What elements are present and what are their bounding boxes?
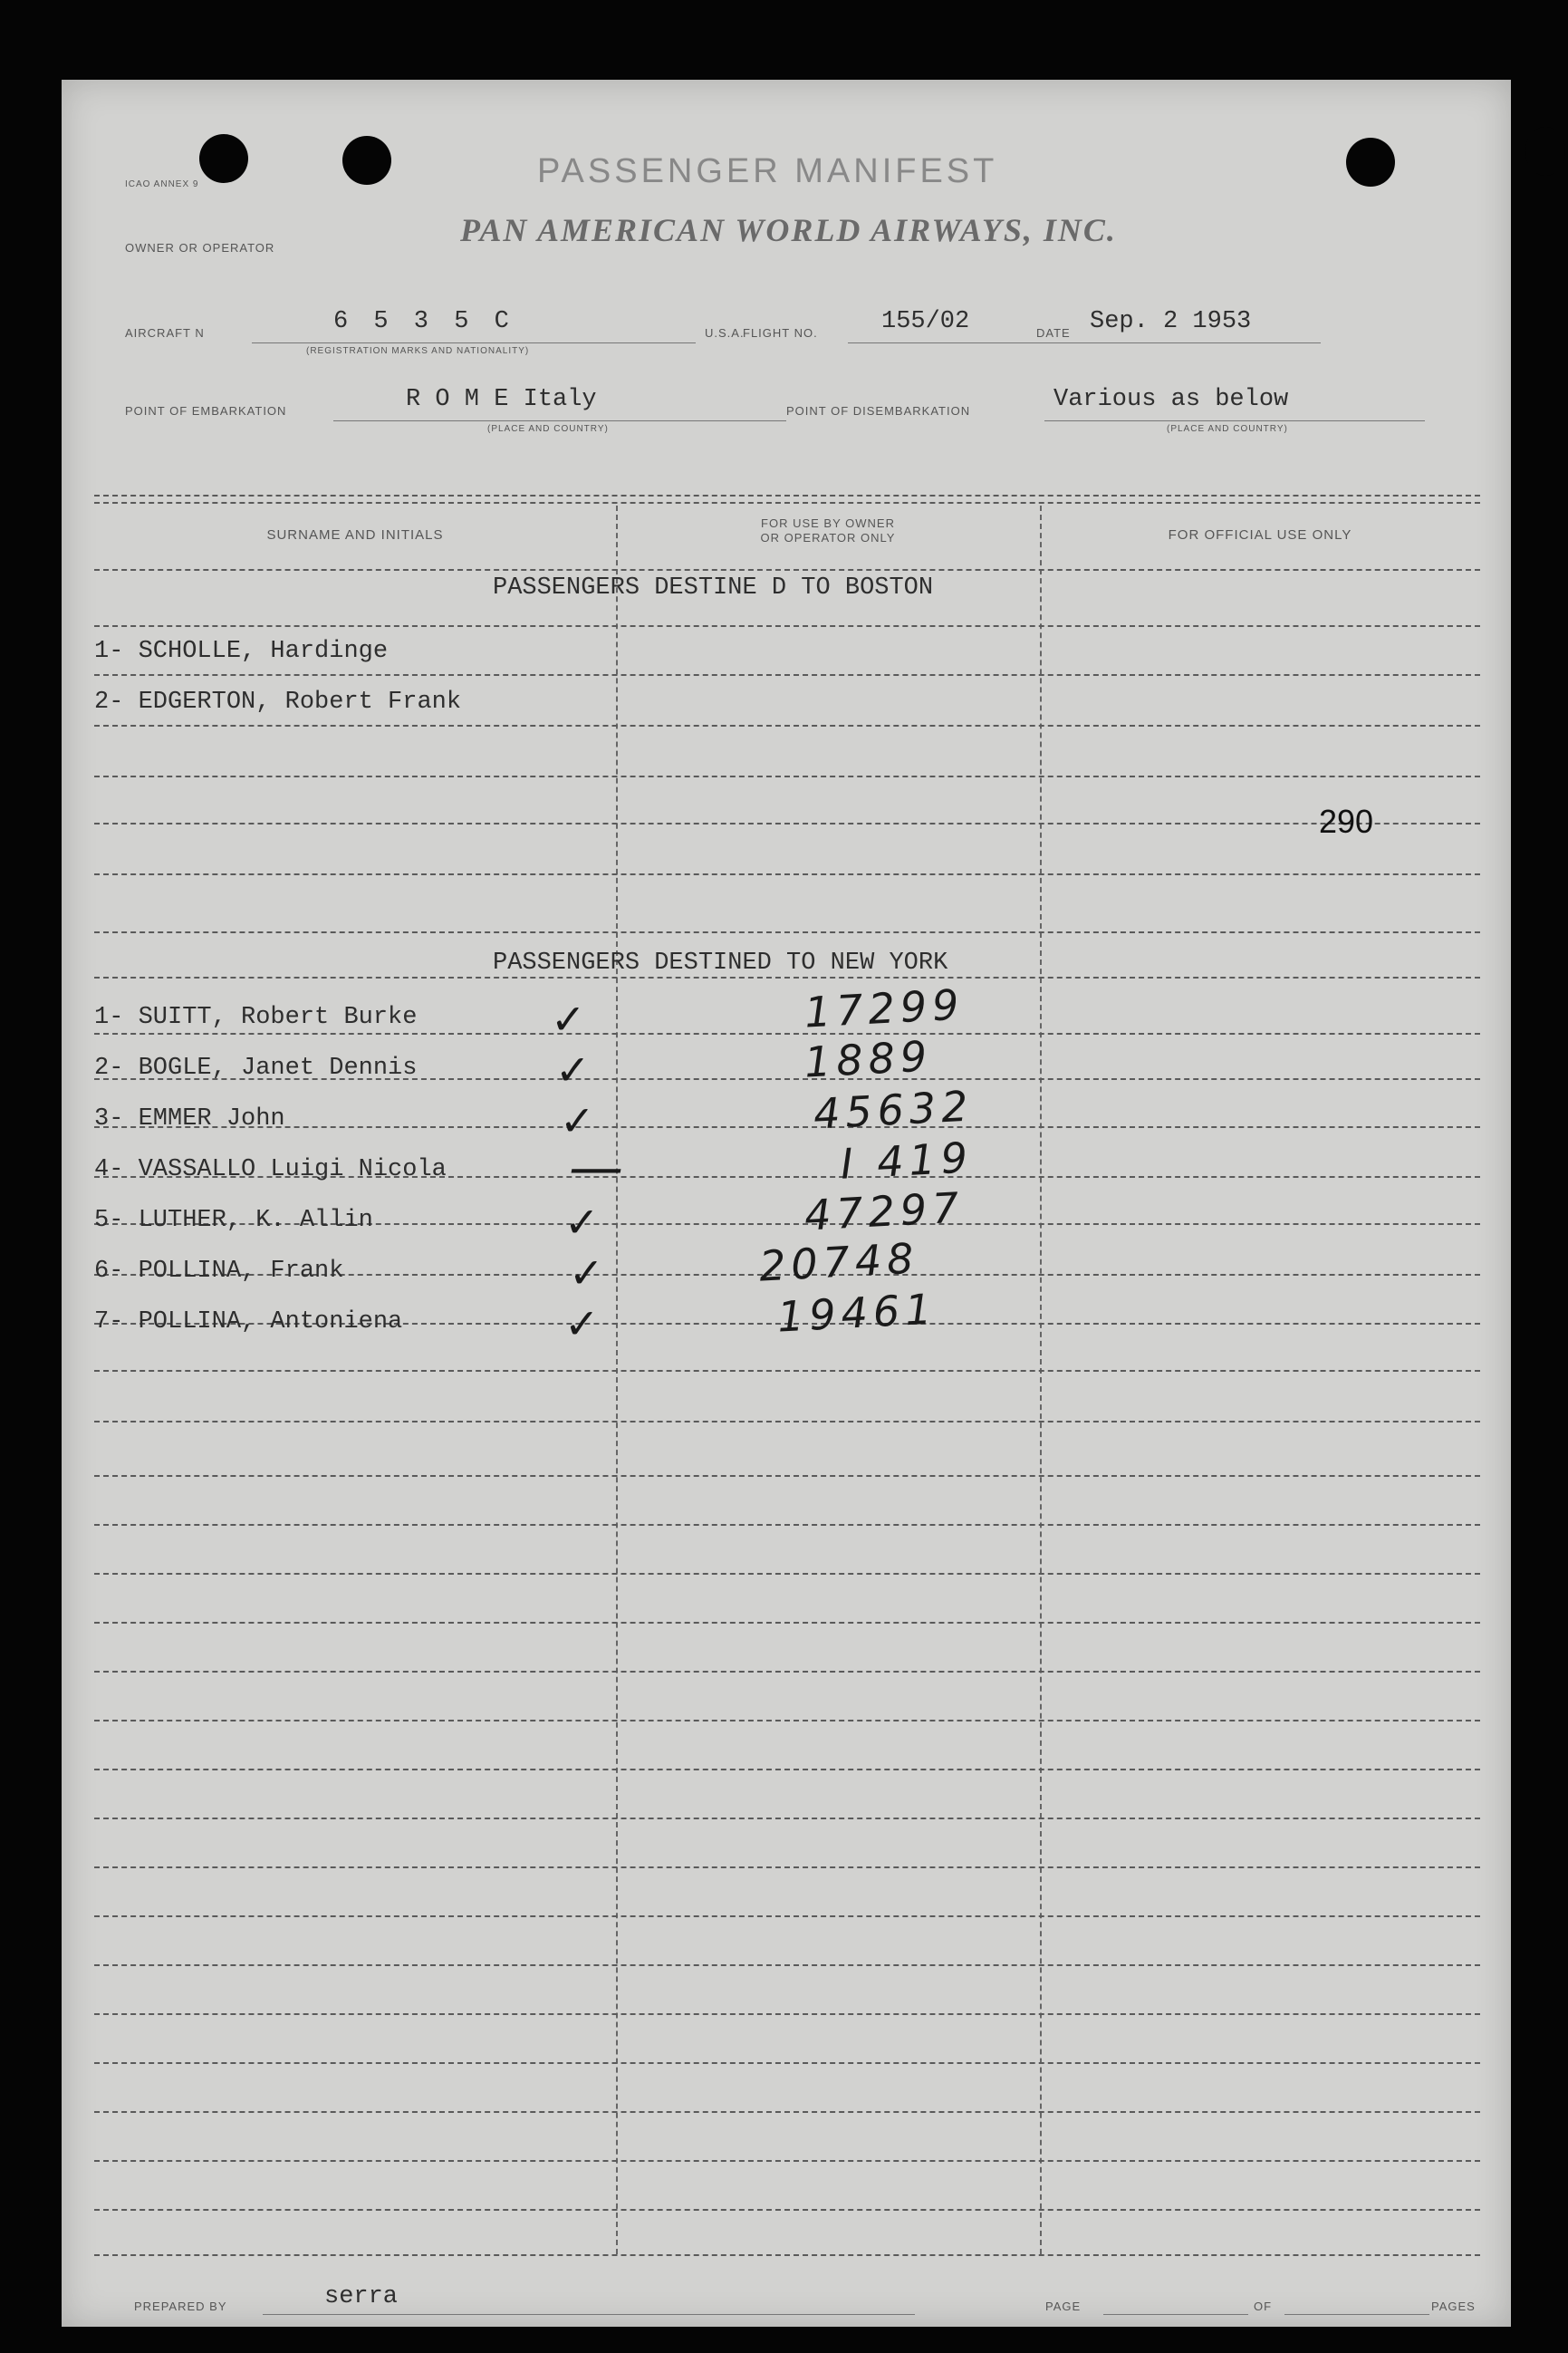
of-fill-line [1284, 2314, 1429, 2315]
row-rule [94, 776, 1480, 777]
airline-name: PAN AMERICAN WORLD AIRWAYS, INC. [460, 212, 1117, 248]
flight-no-value: 155/02 [881, 308, 970, 335]
row-rule [94, 674, 1480, 676]
row-rule [94, 1769, 1480, 1770]
date-value: Sep. 2 1953 [1090, 308, 1252, 335]
embarkation-label: POINT OF EMBARKATION [125, 404, 287, 418]
row-rule [94, 1370, 1480, 1372]
check-mark: ✓ [564, 1299, 605, 1348]
punch-hole [342, 136, 391, 185]
page-title: PASSENGER MANIFEST [537, 152, 998, 190]
row-rule [94, 1622, 1480, 1624]
embarkation-value: R O M E Italy [406, 386, 597, 413]
disembarkation-caption: (PLACE AND COUNTRY) [1167, 424, 1288, 434]
handwritten-number: 45632 [812, 1081, 975, 1139]
row-rule [94, 625, 1480, 627]
table-row: 1- SUITT, Robert Burke [94, 1004, 418, 1031]
flight-no-label: FLIGHT NO. [743, 326, 818, 340]
table-top-rule [94, 502, 1480, 504]
date-fill-line [1085, 342, 1321, 343]
date-label: DATE [1036, 326, 1071, 340]
column-header-owner-line1: FOR USE BY OWNER [761, 516, 895, 530]
table-row: 4- VASSALLO Luigi Nicola [94, 1156, 447, 1183]
check-mark: ✓ [551, 995, 592, 1044]
column-header-surname: SURNAME AND INITIALS [266, 527, 444, 543]
punch-hole [1525, 127, 1565, 176]
row-rule [94, 1866, 1480, 1868]
handwritten-number: I 419 [839, 1133, 975, 1189]
manifest-sheet [62, 80, 1511, 2327]
newyork-heading: PASSENGERS DESTINED TO NEW YORK [493, 950, 948, 977]
official-number: 290 [1319, 803, 1374, 840]
aircraft-label: AIRCRAFT N [125, 326, 205, 340]
boston-heading: PASSENGERS DESTINE D TO BOSTON [493, 574, 934, 602]
handwritten-number: 17299 [803, 979, 966, 1037]
check-mark: ✓ [569, 1249, 610, 1297]
list-item: 1- SCHOLLE, Hardinge [94, 638, 389, 665]
table-row: 3- EMMER John [94, 1105, 285, 1133]
prepared-by-label: PREPARED BY [134, 2300, 227, 2313]
row-rule [94, 1421, 1480, 1422]
check-mark: ✓ [555, 1046, 596, 1095]
prepared-by-fill-line [263, 2314, 915, 2315]
table-row: 5- LUTHER, K. Allin [94, 1207, 373, 1234]
usa-label: U.S.A. [705, 326, 745, 340]
row-rule [94, 2062, 1480, 2064]
row-rule [94, 2160, 1480, 2162]
flight-fill-line [848, 342, 1092, 343]
aircraft-value: 6 5 3 5 C [333, 308, 515, 335]
check-mark: ✓ [564, 1198, 605, 1247]
footer-rule [94, 2254, 1480, 2256]
punch-hole [1346, 138, 1395, 187]
disembarkation-value: Various as below [1053, 386, 1289, 413]
row-rule [94, 977, 1480, 979]
disembarkation-fill-line [1044, 420, 1425, 421]
table-row: 2- BOGLE, Janet Dennis [94, 1055, 418, 1082]
handwritten-number: 19461 [775, 1284, 938, 1342]
column-header-owner-line2: OR OPERATOR ONLY [760, 531, 896, 545]
row-rule [94, 1524, 1480, 1526]
table-row: 6- POLLINA, Frank [94, 1258, 344, 1285]
page-fill-line [1103, 2314, 1248, 2315]
handwritten-number: 1889 [803, 1031, 934, 1087]
row-rule [94, 2013, 1480, 2015]
row-rule [94, 1033, 1480, 1035]
page-label: PAGE [1045, 2300, 1082, 2313]
row-rule [94, 1671, 1480, 1673]
disembarkation-label: POINT OF DISEMBARKATION [786, 404, 971, 418]
handwritten-number: 47297 [803, 1182, 966, 1240]
header-rule [94, 569, 1480, 571]
column-divider [616, 506, 618, 2254]
row-rule [94, 2209, 1480, 2211]
check-mark: — [569, 1136, 629, 1200]
punch-hole [199, 134, 248, 183]
column-divider [1040, 506, 1042, 2254]
prepared-by-value: serra [324, 2283, 399, 2310]
table-top-rule [94, 495, 1480, 497]
of-label: OF [1254, 2300, 1273, 2313]
pages-label: PAGES [1431, 2300, 1476, 2313]
row-rule [94, 1818, 1480, 1819]
column-header-official: FOR OFFICIAL USE ONLY [1168, 527, 1352, 543]
check-mark: ✓ [560, 1096, 601, 1145]
row-rule [94, 1915, 1480, 1917]
corner-note: ICAO ANNEX 9 [125, 179, 199, 189]
list-item: 2- EDGERTON, Robert Frank [94, 689, 462, 716]
row-rule [94, 1126, 1480, 1128]
handwritten-number: 20748 [757, 1233, 920, 1291]
row-rule [94, 873, 1480, 875]
embarkation-fill-line [333, 420, 786, 421]
owner-operator-label: OWNER OR OPERATOR [125, 241, 275, 255]
aircraft-fill-line [252, 342, 696, 343]
row-rule [94, 823, 1480, 825]
row-rule [94, 1964, 1480, 1966]
row-rule [94, 725, 1480, 727]
registration-caption: (REGISTRATION MARKS AND NATIONALITY) [306, 346, 530, 356]
row-rule [94, 1720, 1480, 1721]
table-row: 7- POLLINA, Antoniena [94, 1308, 403, 1336]
row-rule [94, 1475, 1480, 1477]
row-rule [94, 1573, 1480, 1575]
row-rule [94, 931, 1480, 933]
embarkation-caption: (PLACE AND COUNTRY) [487, 424, 609, 434]
row-rule [94, 2111, 1480, 2113]
